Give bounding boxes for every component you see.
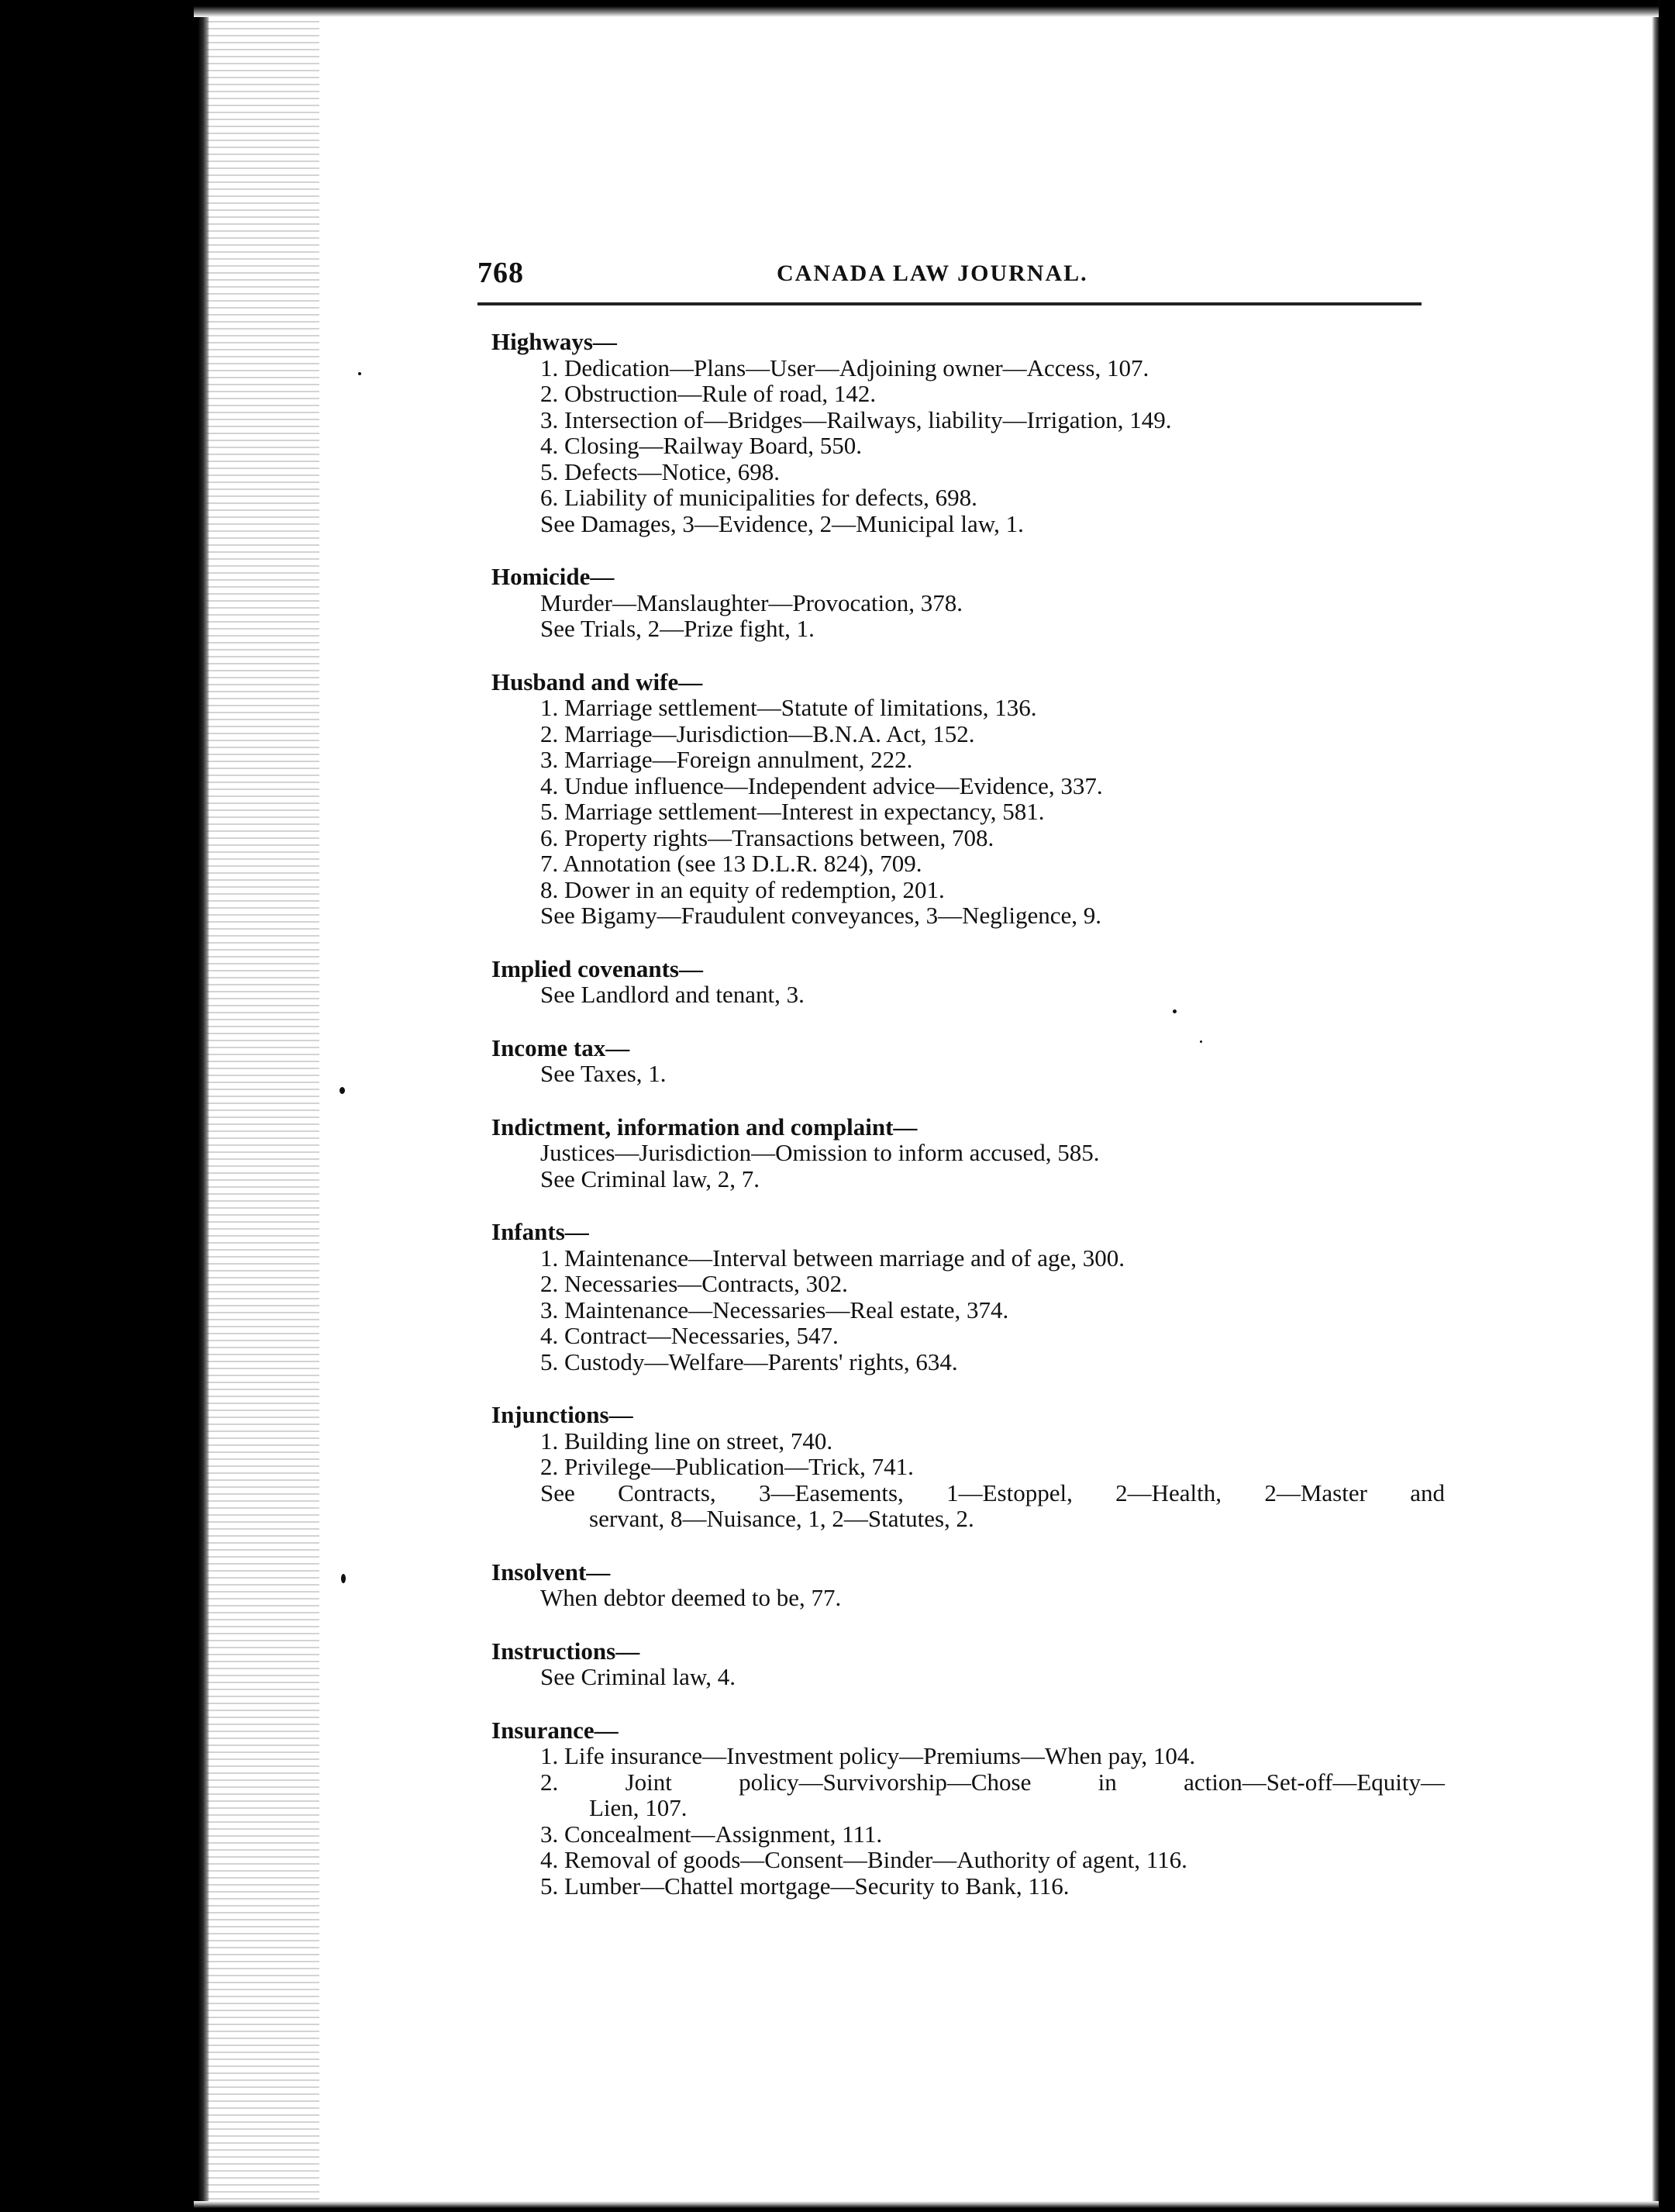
entry-line: 3. Maintenance—Necessaries—Real estate, 374. [540,1296,1009,1323]
scan-speck [341,1574,346,1583]
scan-streaks [203,0,319,2212]
entry-heading: Insolvent— [491,1558,611,1586]
entry-see-also: See Criminal law, 2, 7. [540,1165,760,1192]
entry-line: 4. Contract—Necessaries, 547. [540,1322,839,1349]
entry-heading: Injunctions— [491,1401,633,1428]
entry-line: 4. Closing—Railway Board, 550. [540,432,863,459]
page-header [477,256,1423,301]
entry-line: 6. Property rights—Transactions between, 708. [540,823,994,851]
index-entry-infants [491,1219,1445,1375]
entry-line: 6. Liability of municipalities for defects, 698. [540,484,977,511]
entry-line: 5. Lumber—Chattel mortgage—Security to Bank, 116. [540,1872,1070,1900]
entry-see-also: See Taxes, 1. [540,1060,667,1087]
entry-line: 1. Building line on street, 740. [540,1427,833,1455]
entry-heading: Income tax— [491,1034,630,1061]
entry-see-also: See Criminal law, 4. [540,1663,736,1690]
scan-shadow-right [1652,0,1675,2212]
entry-line: Justices—Jurisdiction—Omission to inform accused, 585. [540,1139,1100,1166]
header-rule [477,302,1422,305]
entry-heading: Insurance— [491,1716,619,1744]
entry-line: 5. Custody—Welfare—Parents' rights, 634. [540,1348,958,1375]
entry-line: 1. Maintenance—Interval between marriage and of age, 300. [540,1244,1125,1272]
entry-see-also: See Contracts, 3—Easements, 1—Estoppel, 2—Health, 2—Master and [540,1479,1445,1506]
entry-line: 4. Removal of goods—Consent—Binder—Authority of agent, 116. [540,1846,1187,1873]
entry-line: 2. Marriage—Jurisdiction—B.N.A. Act, 152. [540,720,975,747]
entry-line: 1. Dedication—Plans—User—Adjoining owner—Access, 107. [540,354,1149,381]
index-entry-implied-covenants [491,956,1445,1008]
index-entry-husband-and-wife [491,669,1445,929]
entry-line: 2. Necessaries—Contracts, 302. [540,1270,848,1297]
index-entry-injunctions [491,1402,1445,1532]
entry-see-also: See Bigamy—Fraudulent conveyances, 3—Negligence, 9. [540,902,1101,929]
scan-shadow-bottom [194,2201,1659,2212]
entry-heading: Homicide— [491,563,615,590]
scan-shadow-left [0,0,209,2212]
entry-line: 8. Dower in an equity of redemption, 201. [540,875,945,903]
entry-line: 7. Annotation (see 13 D.L.R. 824), 709. [540,850,922,877]
running-title: CANADA LAW JOURNAL. [777,261,1088,286]
entry-line: Murder—Manslaughter—Provocation, 378. [540,588,963,616]
entry-heading: Implied covenants— [491,954,703,982]
entry-heading: Instructions— [491,1637,640,1665]
scan-speck [358,372,361,375]
index-entry-instructions [491,1638,1445,1690]
index-entry-insurance [491,1717,1445,1900]
entry-see-also: See Landlord and tenant, 3. [540,981,805,1008]
index-entry-income-tax [491,1035,1445,1087]
index-entry-highways [491,329,1445,537]
entry-line: 1. Life insurance—Investment policy—Premiums—When pay, 104. [540,1742,1196,1769]
entry-line: 5. Marriage settlement—Interest in expectancy, 581. [540,798,1045,825]
entry-line-continued: Lien, 107. [589,1794,688,1821]
entry-line: 1. Marriage settlement—Statute of limitations, 136. [540,694,1037,721]
scan-speck [339,1087,345,1094]
entry-heading: Infants— [491,1218,589,1245]
entry-see-also: See Damages, 3—Evidence, 2—Municipal law, 1. [540,509,1024,537]
entry-heading: Highways— [491,328,617,355]
entry-line: When debtor deemed to be, 77. [540,1584,842,1611]
entry-line: 3. Marriage—Foreign annulment, 222. [540,746,913,773]
page-number: 768 [477,257,524,289]
entry-see-also: See Trials, 2—Prize fight, 1. [540,615,815,642]
entry-heading: Indictment, information and complaint— [491,1113,918,1141]
entry-line: 3. Intersection of—Bridges—Railways, liability—Irrigation, 149. [540,405,1172,433]
entry-line: 5. Defects—Notice, 698. [540,457,781,485]
entry-line: 4. Undue influence—Independent advice—Evidence, 337. [540,771,1103,799]
entry-heading: Husband and wife— [491,668,703,695]
index-entry-homicide [491,564,1445,642]
index-entry-insolvent [491,1559,1445,1611]
entry-line: 2. Obstruction—Rule of road, 142. [540,380,877,407]
scan-shadow-top [194,0,1659,17]
entry-see-also-continued: servant, 8—Nuisance, 1, 2—Statutes, 2. [589,1505,974,1532]
entry-line: 2. Privilege—Publication—Trick, 741. [540,1453,914,1480]
index-entry-indictment [491,1114,1445,1192]
entry-line: 2. Joint policy—Survivorship—Chose in action—Set-off—Equity— [540,1768,1445,1796]
index-column [491,329,1445,1926]
entry-line: 3. Concealment—Assignment, 111. [540,1820,883,1848]
